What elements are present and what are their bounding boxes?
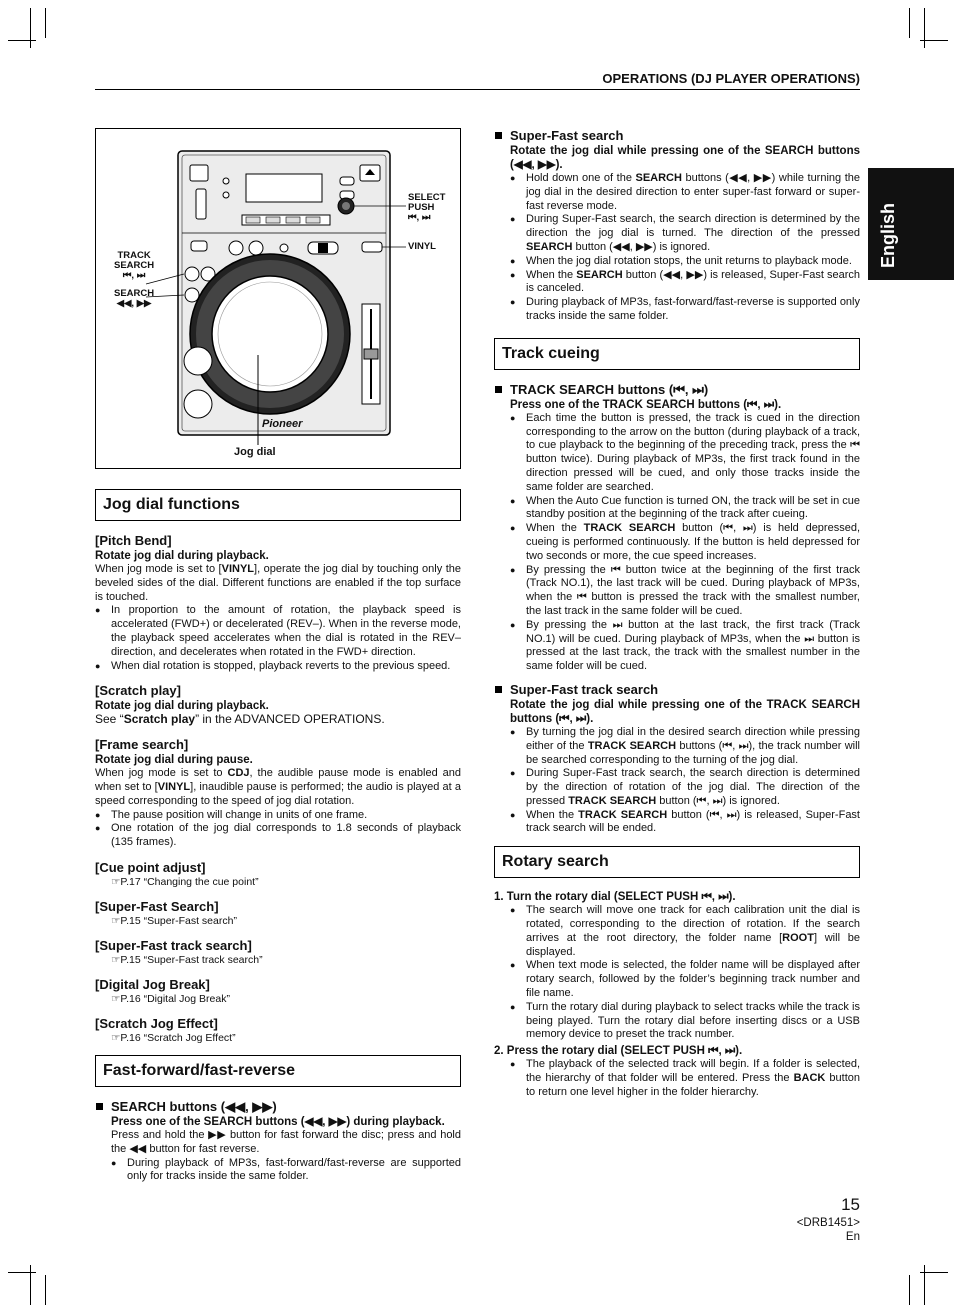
text-bold: TRACK SEARCH — [583, 522, 676, 535]
paragraph — [95, 767, 461, 808]
text: When the — [526, 268, 577, 281]
list-item — [510, 172, 860, 213]
instruction: Press one of the SEARCH buttons (◀◀, ▶▶) during playback. — [111, 1115, 445, 1128]
instruction: Rotate the jog dial while pressing one of the TRACK SEARCH buttons (⏮, ⏭). — [510, 698, 860, 725]
heading-digital-jog: [Digital Jog Break] — [95, 976, 210, 992]
heading-super-fast-track: [Super-Fast track search] — [95, 937, 252, 953]
text: button (⏮, ⏭) is ignored. — [656, 794, 780, 807]
text: By turning the jog dial in the desired search direction while pressing either of the — [526, 725, 860, 752]
text: button (⏮, ⏭) is held depressed, cueing is performed continuously. If the button is held depressed for two seconds or more, the cue speed increases. — [526, 522, 860, 562]
list-item — [510, 522, 860, 563]
text: When jog mode is set to [ — [95, 563, 222, 575]
list-item — [510, 269, 860, 297]
numbered-step — [494, 890, 860, 1042]
bullet-list — [494, 1058, 860, 1099]
list-item: ● Each time the button is pressed, the track is cued in the direction corresponding to the arrow on the button (during playback of a track, to cue playback to the beginning of the preceding track, press the ⏮ button twice). During playback of MP3s, the first track found in the direction pressed will be cued, and only those tracks inside the same folder are searched. — [510, 412, 860, 495]
numbered-step — [494, 1044, 860, 1099]
crop-mark — [909, 1275, 910, 1305]
step-heading: 2. Press the rotary dial (SELECT PUSH ⏮, ⏭). — [494, 1045, 743, 1058]
page-reference[interactable]: ☞P.16 “Digital Jog Break” — [111, 992, 230, 1005]
instruction: Rotate jog dial during pause. — [95, 754, 253, 767]
crop-mark — [30, 1265, 31, 1305]
list-item — [510, 767, 860, 808]
crop-mark — [45, 1275, 46, 1305]
list-item: ● When dial rotation is stopped, playback reverts to the previous speed. — [95, 660, 461, 674]
text: During Super-Fast track search, the search direction is determined by the direction of rotation of the jog dial. The direction of the pressed — [526, 767, 860, 807]
paragraph: Press and hold the ▶▶ button for fast forward the disc; press and hold the ◀◀ button for fast reverse. — [111, 1128, 461, 1155]
page-number: 15 — [841, 1195, 860, 1214]
heading-pitch-bend: [Pitch Bend] — [95, 533, 172, 548]
indent-block — [494, 398, 860, 674]
list-item: ● Turn the rotary dial during playback to select tracks while the track is being played. Turn the rotary dial before inserting discs or a USB memory device to preset the track number. — [510, 1001, 860, 1042]
text: When the — [526, 522, 584, 535]
page-reference[interactable]: ☞P.15 “Super-Fast track search” — [111, 953, 263, 966]
text-bold: BACK — [793, 1072, 826, 1085]
text: button (⏮, ⏭) is released, Super-Fast track search will be ended. — [526, 808, 860, 835]
label-line: ⏮, ⏭ — [122, 270, 146, 281]
label-search — [114, 289, 154, 309]
list-item: ● By pressing the ⏭ button at the last track, the first track (Track NO.1) will be cued. During playback of MP3s, when the ⏭ button is pressed at the last track, the track with the smallest number in the same folder will be cued. — [510, 619, 860, 674]
label-vinyl: VINYL — [408, 241, 436, 252]
text: When the — [526, 808, 579, 821]
section-title-rotary: Rotary search — [494, 846, 860, 878]
crop-mark — [909, 8, 910, 38]
heading-track-search-buttons: TRACK SEARCH buttons (⏮, ⏭) — [494, 382, 860, 398]
label-line: ⏮, ⏭ — [408, 212, 431, 223]
list-item: ● When the Auto Cue function is turned ON, the track will be set in cue standby position at the beginning of the track after cueing. — [510, 495, 860, 523]
page-reference[interactable]: ☞P.16 “Scratch Jog Effect” — [111, 1031, 236, 1044]
label-select-push — [408, 193, 445, 223]
list-item — [510, 904, 860, 959]
text-bold: VINYL — [157, 780, 191, 793]
label-track-search — [114, 251, 154, 281]
heading-cue-point: [Cue point adjust] — [95, 859, 206, 875]
crop-mark — [45, 8, 46, 38]
text: The search will move one track for each calibration unit the dial is rotated, corresponding to the direction of rotation. If the search arrives at the root directory, the folder name [ — [526, 904, 860, 944]
text: ], inaudible pause is performed; the audio is played at a speed corresponding to the speed of jog dial rotation. — [95, 780, 462, 807]
text-bold: SEARCH — [526, 240, 573, 253]
text-bold: TRACK SEARCH — [587, 739, 677, 752]
language-tab — [868, 168, 954, 280]
text-bold: VINYL — [221, 563, 255, 575]
bullet-list — [494, 904, 860, 1042]
text-bold: Scratch play — [123, 712, 196, 727]
text: button (◀◀, ▶▶) is released, Super-Fast search is canceled. — [526, 268, 860, 295]
label-line: PUSH — [408, 202, 435, 213]
label-line: SEARCH — [114, 288, 155, 299]
list-item: ● One rotation of the jog dial corresponds to 1.8 seconds of playback (135 frames). — [95, 822, 461, 850]
text: button to return one level higher in the folder hierarchy. — [526, 1072, 860, 1098]
paragraph — [95, 563, 461, 604]
list-item: ● In proportion to the amount of rotation, the playback speed is accelerated (FWD+) or decelerated (REV–). When in the reverse mode, the playback speed accelerates when the dial is rotated in the REV– direction, and decelerates when rotated in the FWD+ direction. — [95, 604, 461, 659]
instruction: Press one of the TRACK SEARCH buttons (⏮, ⏭). — [510, 398, 782, 411]
bullet-list — [111, 1157, 461, 1185]
text: , the audible pause mode is enabled and when set to [ — [95, 767, 462, 793]
player-figure — [95, 128, 461, 469]
list-item: ● By pressing the ⏮ button twice at the beginning of the first track (Track NO.1), the last track will be cued. During playback of MP3s, when the ⏮ button is pressed the track with the smallest number, the last track in the same folder will be cued. — [510, 564, 860, 619]
brand-logo: Pioneer — [262, 418, 303, 430]
language-tab-label: English — [878, 202, 898, 268]
numbered-list — [494, 890, 860, 1099]
text: ], operate the jog dial by touching only the beveled sides of the dial. Different functions are enabled if the top surface is touched. — [95, 563, 462, 603]
section-title-jog: Jog dial functions — [95, 489, 461, 521]
heading-frame-search: [Frame search] — [95, 737, 189, 753]
label-line: ◀◀, ▶▶ — [116, 298, 152, 309]
heading-super-fast-track-search: Super-Fast track search — [494, 682, 860, 698]
heading-scratch-jog: [Scratch Jog Effect] — [95, 1015, 218, 1031]
label-line: SEARCH — [114, 260, 155, 271]
text: button (◀◀, ▶▶) is ignored. — [572, 240, 711, 253]
text-bold: CDJ — [227, 767, 250, 780]
instruction: Rotate the jog dial while pressing one of the SEARCH buttons (◀◀, ▶▶). — [510, 145, 860, 171]
list-item — [510, 1058, 860, 1099]
instruction: Rotate jog dial during playback. — [95, 700, 269, 713]
text-bold: TRACK SEARCH — [578, 808, 668, 821]
label-line: SELECT — [408, 192, 446, 203]
section-title-track-cueing: Track cueing — [494, 338, 860, 370]
step-heading: 1. Turn the rotary dial (SELECT PUSH ⏮, ⏭). — [494, 891, 736, 904]
heading-search-buttons: SEARCH buttons (◀◀, ▶▶) — [95, 1099, 461, 1115]
paragraph — [95, 713, 461, 727]
list-item — [510, 726, 860, 767]
text: buttons (⏮, ⏭), the track number will be searched corresponding to the turning of the jog dial. — [526, 739, 861, 766]
page-reference[interactable]: ☞P.15 “Super-Fast search” — [111, 914, 237, 927]
text: ” in the ADVANCED OPERATIONS. — [195, 712, 385, 727]
list-item — [510, 213, 860, 254]
crop-mark — [924, 1265, 925, 1305]
text: See “ — [95, 712, 124, 727]
text: buttons (◀◀, ▶▶) while turning the jog dial in the desired direction to enter super-fast forward or super-fast reverse mode. — [526, 172, 860, 212]
bullet-list — [510, 172, 860, 324]
bullet-list — [95, 809, 461, 850]
right-column — [494, 124, 860, 1100]
section-title-ff: Fast-forward/fast-reverse — [95, 1055, 461, 1087]
bullet-list — [510, 726, 860, 836]
indent-block — [95, 1115, 461, 1184]
list-item: ● During playback of MP3s, fast-forward/fast-reverse is supported only tracks inside the same folder. — [510, 296, 860, 324]
bullet-list — [95, 604, 461, 673]
document-code — [797, 1216, 860, 1244]
text: The playback of the selected track will begin. If a folder is selected, the hierarchy of that folder will be entered. Press the — [526, 1058, 860, 1085]
label-line: TRACK — [117, 250, 151, 261]
text-bold: SEARCH — [576, 268, 623, 281]
list-item: ● During playback of MP3s, fast-forward/fast-reverse are supported only for tracks inside the same folder. — [111, 1157, 461, 1185]
page-reference[interactable]: ☞P.17 “Changing the cue point” — [111, 875, 259, 888]
text-bold: ROOT — [782, 931, 814, 944]
text: When jog mode is set to — [95, 767, 228, 780]
text-bold: TRACK SEARCH — [568, 794, 657, 807]
page-header: OPERATIONS (DJ PLAYER OPERATIONS) — [602, 71, 860, 86]
heading-super-fast: [Super-Fast Search] — [95, 898, 219, 914]
crop-mark — [924, 8, 925, 48]
text-bold: SEARCH — [635, 172, 682, 184]
doc-lang-line: En — [845, 1231, 860, 1243]
left-column — [95, 489, 461, 1184]
indent-block — [494, 144, 860, 324]
doc-code-line: <DRB1451> — [796, 1217, 860, 1229]
heading-super-fast-search: Super-Fast search — [494, 128, 860, 144]
label-jog-dial: Jog dial — [234, 446, 276, 458]
list-item: ● When text mode is selected, the folder name will be displayed after rotary search, followed by the folder’s beginning track number and file name. — [510, 959, 860, 1000]
text: ] will be displayed. — [526, 931, 860, 958]
list-item: ● The pause position will change in units of one frame. — [95, 809, 461, 823]
text: Hold down one of the — [526, 172, 636, 184]
instruction: Rotate jog dial during playback. — [95, 550, 269, 562]
header-rule — [95, 89, 860, 90]
crop-mark — [8, 40, 36, 41]
crop-mark — [8, 1272, 36, 1273]
text: During Super-Fast search, the search direction is determined by the direction the jog dial is turned. The direction of the pressed — [526, 213, 860, 240]
indent-block — [494, 698, 860, 836]
heading-scratch-play: [Scratch play] — [95, 683, 181, 699]
list-item: ● When the jog dial rotation stops, the unit returns to playback mode. — [510, 255, 860, 269]
list-item — [510, 809, 860, 837]
bullet-list — [510, 412, 860, 674]
crop-mark — [30, 8, 31, 48]
